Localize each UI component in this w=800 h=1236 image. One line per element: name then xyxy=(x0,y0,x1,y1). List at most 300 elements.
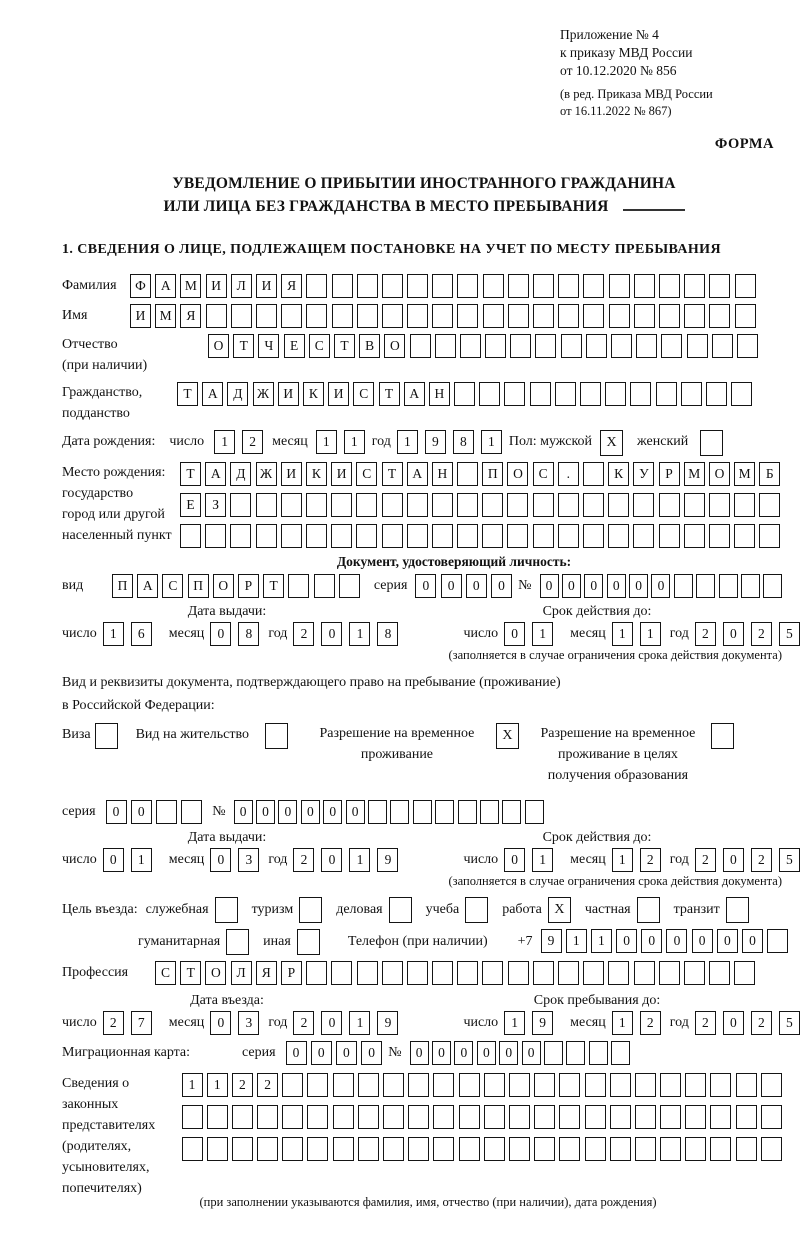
char-cell[interactable]: А xyxy=(205,462,226,486)
char-cell[interactable] xyxy=(759,524,780,548)
char-cell[interactable] xyxy=(297,929,320,955)
char-cell[interactable] xyxy=(759,493,780,517)
doc-series-boxes[interactable] xyxy=(415,574,516,598)
char-cell[interactable] xyxy=(382,274,403,298)
valid-day-boxes[interactable] xyxy=(504,622,560,646)
char-cell[interactable]: А xyxy=(407,462,428,486)
char-cell[interactable] xyxy=(358,1073,379,1097)
entry-month-boxes[interactable] xyxy=(210,1011,266,1035)
char-cell[interactable]: 9 xyxy=(425,430,446,454)
char-cell[interactable]: 0 xyxy=(454,1041,473,1065)
char-cell[interactable] xyxy=(207,1105,228,1129)
char-cell[interactable]: 9 xyxy=(377,1011,398,1035)
char-cell[interactable] xyxy=(533,961,554,985)
char-cell[interactable] xyxy=(558,524,579,548)
char-cell[interactable]: Т xyxy=(334,334,355,358)
char-cell[interactable] xyxy=(608,524,629,548)
char-cell[interactable]: О xyxy=(384,334,405,358)
char-cell[interactable]: 1 xyxy=(182,1073,203,1097)
char-cell[interactable]: 9 xyxy=(532,1011,553,1035)
char-cell[interactable]: X xyxy=(496,723,519,749)
char-cell[interactable] xyxy=(382,493,403,517)
birthplace-boxes-3[interactable] xyxy=(180,524,785,548)
char-cell[interactable]: 0 xyxy=(321,622,342,646)
char-cell[interactable]: 8 xyxy=(238,622,259,646)
char-cell[interactable] xyxy=(659,524,680,548)
char-cell[interactable] xyxy=(383,1105,404,1129)
char-cell[interactable]: 1 xyxy=(640,622,661,646)
char-cell[interactable] xyxy=(660,1105,681,1129)
char-cell[interactable]: И xyxy=(278,382,299,406)
char-cell[interactable] xyxy=(534,1073,555,1097)
char-cell[interactable] xyxy=(410,334,431,358)
char-cell[interactable] xyxy=(407,274,428,298)
char-cell[interactable]: И xyxy=(328,382,349,406)
residence-valid-day-boxes[interactable] xyxy=(504,848,560,872)
char-cell[interactable] xyxy=(509,1105,530,1129)
char-cell[interactable] xyxy=(307,1073,328,1097)
char-cell[interactable] xyxy=(226,929,249,955)
char-cell[interactable] xyxy=(566,1041,585,1065)
char-cell[interactable]: 0 xyxy=(717,929,738,953)
char-cell[interactable] xyxy=(282,1073,303,1097)
char-cell[interactable]: 0 xyxy=(432,1041,451,1065)
char-cell[interactable]: Я xyxy=(281,274,302,298)
char-cell[interactable]: Л xyxy=(231,961,252,985)
char-cell[interactable]: 0 xyxy=(311,1041,332,1065)
char-cell[interactable] xyxy=(735,304,756,328)
char-cell[interactable] xyxy=(432,961,453,985)
char-cell[interactable] xyxy=(459,1137,480,1161)
char-cell[interactable] xyxy=(432,274,453,298)
char-cell[interactable] xyxy=(509,1137,530,1161)
char-cell[interactable] xyxy=(457,961,478,985)
char-cell[interactable] xyxy=(432,304,453,328)
char-cell[interactable]: 2 xyxy=(293,622,314,646)
char-cell[interactable] xyxy=(709,524,730,548)
char-cell[interactable] xyxy=(484,1137,505,1161)
stay-year-boxes[interactable] xyxy=(695,1011,800,1035)
char-cell[interactable] xyxy=(684,524,705,548)
char-cell[interactable]: 0 xyxy=(131,800,152,824)
char-cell[interactable]: 1 xyxy=(591,929,612,953)
char-cell[interactable]: 0 xyxy=(361,1041,382,1065)
char-cell[interactable] xyxy=(583,304,604,328)
char-cell[interactable] xyxy=(215,897,238,923)
sex-female-checkbox[interactable] xyxy=(700,430,723,456)
stay-month-boxes[interactable] xyxy=(612,1011,668,1035)
char-cell[interactable] xyxy=(156,800,177,824)
char-cell[interactable]: С xyxy=(309,334,330,358)
char-cell[interactable]: 1 xyxy=(566,929,587,953)
char-cell[interactable] xyxy=(734,961,755,985)
char-cell[interactable]: С xyxy=(155,961,176,985)
char-cell[interactable] xyxy=(610,1105,631,1129)
char-cell[interactable] xyxy=(586,334,607,358)
char-cell[interactable]: 0 xyxy=(651,574,670,598)
char-cell[interactable] xyxy=(256,524,277,548)
char-cell[interactable] xyxy=(585,1105,606,1129)
char-cell[interactable]: Д xyxy=(230,462,251,486)
char-cell[interactable] xyxy=(533,524,554,548)
char-cell[interactable]: Н xyxy=(432,462,453,486)
char-cell[interactable]: 0 xyxy=(540,574,559,598)
representatives-boxes-1[interactable] xyxy=(182,1073,787,1097)
char-cell[interactable]: К xyxy=(306,462,327,486)
char-cell[interactable]: 0 xyxy=(692,929,713,953)
char-cell[interactable] xyxy=(180,524,201,548)
valid-month-boxes[interactable] xyxy=(612,622,668,646)
char-cell[interactable] xyxy=(685,1137,706,1161)
char-cell[interactable]: 0 xyxy=(286,1041,307,1065)
char-cell[interactable]: 9 xyxy=(541,929,562,953)
char-cell[interactable]: И xyxy=(206,274,227,298)
char-cell[interactable]: М xyxy=(684,462,705,486)
char-cell[interactable] xyxy=(333,1137,354,1161)
sex-male-checkbox[interactable] xyxy=(600,430,623,456)
char-cell[interactable]: 0 xyxy=(584,574,603,598)
purpose-humanitarian-checkbox[interactable] xyxy=(226,929,249,955)
char-cell[interactable] xyxy=(465,897,488,923)
char-cell[interactable]: 9 xyxy=(377,848,398,872)
char-cell[interactable] xyxy=(561,334,582,358)
char-cell[interactable] xyxy=(288,574,309,598)
char-cell[interactable] xyxy=(558,961,579,985)
char-cell[interactable] xyxy=(761,1105,782,1129)
char-cell[interactable]: 2 xyxy=(232,1073,253,1097)
char-cell[interactable]: 0 xyxy=(477,1041,496,1065)
char-cell[interactable] xyxy=(706,382,727,406)
residence-series-boxes[interactable] xyxy=(106,800,207,824)
residence-issue-month-boxes[interactable] xyxy=(210,848,266,872)
char-cell[interactable]: 0 xyxy=(410,1041,429,1065)
char-cell[interactable] xyxy=(508,961,529,985)
char-cell[interactable] xyxy=(484,1073,505,1097)
char-cell[interactable] xyxy=(368,800,387,824)
char-cell[interactable] xyxy=(583,524,604,548)
char-cell[interactable] xyxy=(383,1137,404,1161)
char-cell[interactable] xyxy=(485,334,506,358)
char-cell[interactable] xyxy=(661,334,682,358)
char-cell[interactable]: 0 xyxy=(278,800,297,824)
char-cell[interactable]: 2 xyxy=(242,430,263,454)
char-cell[interactable] xyxy=(306,961,327,985)
char-cell[interactable] xyxy=(635,1105,656,1129)
char-cell[interactable] xyxy=(95,723,118,749)
char-cell[interactable] xyxy=(333,1105,354,1129)
char-cell[interactable] xyxy=(533,493,554,517)
char-cell[interactable] xyxy=(611,334,632,358)
char-cell[interactable] xyxy=(483,274,504,298)
char-cell[interactable] xyxy=(281,524,302,548)
char-cell[interactable] xyxy=(700,430,723,456)
char-cell[interactable]: 3 xyxy=(238,1011,259,1035)
char-cell[interactable] xyxy=(761,1137,782,1161)
char-cell[interactable]: О xyxy=(205,961,226,985)
char-cell[interactable]: 1 xyxy=(612,1011,633,1035)
char-cell[interactable] xyxy=(306,274,327,298)
char-cell[interactable] xyxy=(660,1137,681,1161)
char-cell[interactable] xyxy=(457,524,478,548)
char-cell[interactable]: А xyxy=(202,382,223,406)
char-cell[interactable] xyxy=(458,800,477,824)
char-cell[interactable] xyxy=(230,524,251,548)
char-cell[interactable] xyxy=(558,493,579,517)
char-cell[interactable]: 1 xyxy=(397,430,418,454)
char-cell[interactable]: 0 xyxy=(641,929,662,953)
char-cell[interactable] xyxy=(357,304,378,328)
char-cell[interactable] xyxy=(182,1105,203,1129)
char-cell[interactable]: 0 xyxy=(415,574,436,598)
char-cell[interactable]: 0 xyxy=(210,848,231,872)
char-cell[interactable] xyxy=(306,524,327,548)
char-cell[interactable] xyxy=(231,304,252,328)
char-cell[interactable] xyxy=(734,493,755,517)
char-cell[interactable]: 1 xyxy=(344,430,365,454)
char-cell[interactable] xyxy=(726,897,749,923)
char-cell[interactable] xyxy=(767,929,788,953)
entry-year-boxes[interactable] xyxy=(293,1011,405,1035)
char-cell[interactable] xyxy=(457,274,478,298)
char-cell[interactable] xyxy=(407,961,428,985)
char-cell[interactable]: 0 xyxy=(466,574,487,598)
char-cell[interactable] xyxy=(583,493,604,517)
char-cell[interactable] xyxy=(559,1073,580,1097)
char-cell[interactable]: 0 xyxy=(742,929,763,953)
char-cell[interactable] xyxy=(510,334,531,358)
char-cell[interactable]: Н xyxy=(429,382,450,406)
char-cell[interactable] xyxy=(207,1137,228,1161)
char-cell[interactable]: 0 xyxy=(607,574,626,598)
char-cell[interactable] xyxy=(534,1137,555,1161)
char-cell[interactable] xyxy=(433,1137,454,1161)
char-cell[interactable] xyxy=(356,493,377,517)
char-cell[interactable]: А xyxy=(137,574,158,598)
char-cell[interactable]: 1 xyxy=(612,848,633,872)
char-cell[interactable]: 2 xyxy=(640,1011,661,1035)
char-cell[interactable] xyxy=(507,524,528,548)
char-cell[interactable]: К xyxy=(608,462,629,486)
char-cell[interactable] xyxy=(390,800,409,824)
char-cell[interactable]: 2 xyxy=(293,848,314,872)
char-cell[interactable]: 1 xyxy=(131,848,152,872)
char-cell[interactable] xyxy=(408,1137,429,1161)
char-cell[interactable]: 2 xyxy=(695,848,716,872)
valid-year-boxes[interactable] xyxy=(695,622,800,646)
char-cell[interactable]: И xyxy=(281,462,302,486)
issue-year-boxes[interactable] xyxy=(293,622,405,646)
char-cell[interactable]: X xyxy=(548,897,571,923)
char-cell[interactable] xyxy=(332,304,353,328)
char-cell[interactable] xyxy=(256,493,277,517)
phone-boxes[interactable] xyxy=(541,929,793,953)
char-cell[interactable]: 0 xyxy=(106,800,127,824)
char-cell[interactable]: 1 xyxy=(349,1011,370,1035)
char-cell[interactable]: 0 xyxy=(210,622,231,646)
doc-kind-boxes[interactable] xyxy=(112,574,364,598)
char-cell[interactable] xyxy=(331,961,352,985)
char-cell[interactable]: М xyxy=(734,462,755,486)
char-cell[interactable] xyxy=(508,274,529,298)
char-cell[interactable]: В xyxy=(359,334,380,358)
char-cell[interactable] xyxy=(696,574,715,598)
representatives-boxes-2[interactable] xyxy=(182,1105,787,1129)
char-cell[interactable]: . xyxy=(558,462,579,486)
char-cell[interactable] xyxy=(735,274,756,298)
char-cell[interactable]: 2 xyxy=(751,1011,772,1035)
char-cell[interactable] xyxy=(589,1041,608,1065)
char-cell[interactable]: Я xyxy=(256,961,277,985)
char-cell[interactable] xyxy=(265,723,288,749)
char-cell[interactable] xyxy=(339,574,360,598)
char-cell[interactable] xyxy=(509,1073,530,1097)
char-cell[interactable] xyxy=(407,304,428,328)
char-cell[interactable] xyxy=(734,524,755,548)
stay-day-boxes[interactable] xyxy=(504,1011,560,1035)
char-cell[interactable] xyxy=(432,493,453,517)
char-cell[interactable] xyxy=(709,304,730,328)
char-cell[interactable] xyxy=(331,493,352,517)
char-cell[interactable] xyxy=(435,800,454,824)
char-cell[interactable] xyxy=(609,304,630,328)
char-cell[interactable]: Р xyxy=(238,574,259,598)
char-cell[interactable] xyxy=(356,524,377,548)
char-cell[interactable] xyxy=(634,304,655,328)
char-cell[interactable]: Р xyxy=(281,961,302,985)
char-cell[interactable]: 7 xyxy=(131,1011,152,1035)
char-cell[interactable]: 2 xyxy=(640,848,661,872)
char-cell[interactable] xyxy=(454,382,475,406)
char-cell[interactable]: К xyxy=(303,382,324,406)
char-cell[interactable]: О xyxy=(213,574,234,598)
char-cell[interactable] xyxy=(685,1073,706,1097)
issue-day-boxes[interactable] xyxy=(103,622,159,646)
char-cell[interactable] xyxy=(358,1137,379,1161)
char-cell[interactable] xyxy=(307,1137,328,1161)
char-cell[interactable] xyxy=(407,524,428,548)
char-cell[interactable]: Р xyxy=(659,462,680,486)
char-cell[interactable]: Д xyxy=(227,382,248,406)
char-cell[interactable] xyxy=(482,493,503,517)
char-cell[interactable]: X xyxy=(600,430,623,456)
char-cell[interactable]: 0 xyxy=(346,800,365,824)
purpose-private-checkbox[interactable] xyxy=(637,897,660,923)
char-cell[interactable]: А xyxy=(404,382,425,406)
purpose-transit-checkbox[interactable] xyxy=(726,897,749,923)
char-cell[interactable]: 0 xyxy=(499,1041,518,1065)
char-cell[interactable]: Т xyxy=(233,334,254,358)
char-cell[interactable] xyxy=(504,382,525,406)
name-boxes[interactable] xyxy=(130,304,760,328)
char-cell[interactable] xyxy=(559,1137,580,1161)
char-cell[interactable]: 1 xyxy=(214,430,235,454)
char-cell[interactable]: 0 xyxy=(666,929,687,953)
char-cell[interactable]: 1 xyxy=(481,430,502,454)
char-cell[interactable]: 1 xyxy=(349,622,370,646)
char-cell[interactable] xyxy=(710,1105,731,1129)
char-cell[interactable] xyxy=(433,1073,454,1097)
char-cell[interactable] xyxy=(382,524,403,548)
char-cell[interactable]: Т xyxy=(180,462,201,486)
patronymic-boxes[interactable] xyxy=(208,334,762,358)
temp-residence-checkbox[interactable] xyxy=(496,723,519,749)
char-cell[interactable]: И xyxy=(331,462,352,486)
char-cell[interactable]: Л xyxy=(231,274,252,298)
char-cell[interactable]: 0 xyxy=(723,848,744,872)
char-cell[interactable] xyxy=(659,493,680,517)
char-cell[interactable]: З xyxy=(205,493,226,517)
char-cell[interactable]: 0 xyxy=(504,848,525,872)
char-cell[interactable]: Е xyxy=(180,493,201,517)
char-cell[interactable] xyxy=(281,304,302,328)
purpose-official-checkbox[interactable] xyxy=(215,897,238,923)
char-cell[interactable]: 0 xyxy=(441,574,462,598)
char-cell[interactable]: Ф xyxy=(130,274,151,298)
char-cell[interactable] xyxy=(684,304,705,328)
visa-checkbox[interactable] xyxy=(95,723,118,749)
char-cell[interactable]: 0 xyxy=(629,574,648,598)
char-cell[interactable] xyxy=(685,1105,706,1129)
char-cell[interactable] xyxy=(741,574,760,598)
char-cell[interactable] xyxy=(507,493,528,517)
char-cell[interactable] xyxy=(583,274,604,298)
char-cell[interactable] xyxy=(737,334,758,358)
char-cell[interactable] xyxy=(257,1105,278,1129)
char-cell[interactable] xyxy=(684,493,705,517)
temp-residence-education-checkbox[interactable] xyxy=(711,723,734,749)
entry-day-boxes[interactable] xyxy=(103,1011,159,1035)
char-cell[interactable] xyxy=(307,1105,328,1129)
char-cell[interactable]: 0 xyxy=(103,848,124,872)
char-cell[interactable]: 1 xyxy=(612,622,633,646)
char-cell[interactable] xyxy=(761,1073,782,1097)
char-cell[interactable] xyxy=(206,304,227,328)
char-cell[interactable] xyxy=(710,1073,731,1097)
birth-month-boxes[interactable] xyxy=(316,430,372,454)
char-cell[interactable]: О xyxy=(208,334,229,358)
char-cell[interactable] xyxy=(736,1105,757,1129)
char-cell[interactable] xyxy=(583,961,604,985)
char-cell[interactable]: 0 xyxy=(321,1011,342,1035)
char-cell[interactable]: Ж xyxy=(253,382,274,406)
char-cell[interactable] xyxy=(433,1105,454,1129)
char-cell[interactable]: 0 xyxy=(301,800,320,824)
char-cell[interactable] xyxy=(656,382,677,406)
char-cell[interactable] xyxy=(256,304,277,328)
char-cell[interactable] xyxy=(659,961,680,985)
char-cell[interactable] xyxy=(555,382,576,406)
char-cell[interactable]: С xyxy=(356,462,377,486)
char-cell[interactable] xyxy=(535,334,556,358)
char-cell[interactable]: Т xyxy=(177,382,198,406)
char-cell[interactable]: И xyxy=(256,274,277,298)
char-cell[interactable] xyxy=(636,334,657,358)
char-cell[interactable]: 0 xyxy=(616,929,637,953)
char-cell[interactable] xyxy=(457,462,478,486)
char-cell[interactable] xyxy=(357,961,378,985)
char-cell[interactable] xyxy=(583,462,604,486)
char-cell[interactable] xyxy=(558,304,579,328)
char-cell[interactable] xyxy=(736,1073,757,1097)
char-cell[interactable] xyxy=(687,334,708,358)
char-cell[interactable] xyxy=(482,961,503,985)
char-cell[interactable]: Т xyxy=(379,382,400,406)
char-cell[interactable] xyxy=(681,382,702,406)
char-cell[interactable] xyxy=(358,1105,379,1129)
char-cell[interactable] xyxy=(711,723,734,749)
char-cell[interactable]: М xyxy=(155,304,176,328)
char-cell[interactable] xyxy=(634,961,655,985)
